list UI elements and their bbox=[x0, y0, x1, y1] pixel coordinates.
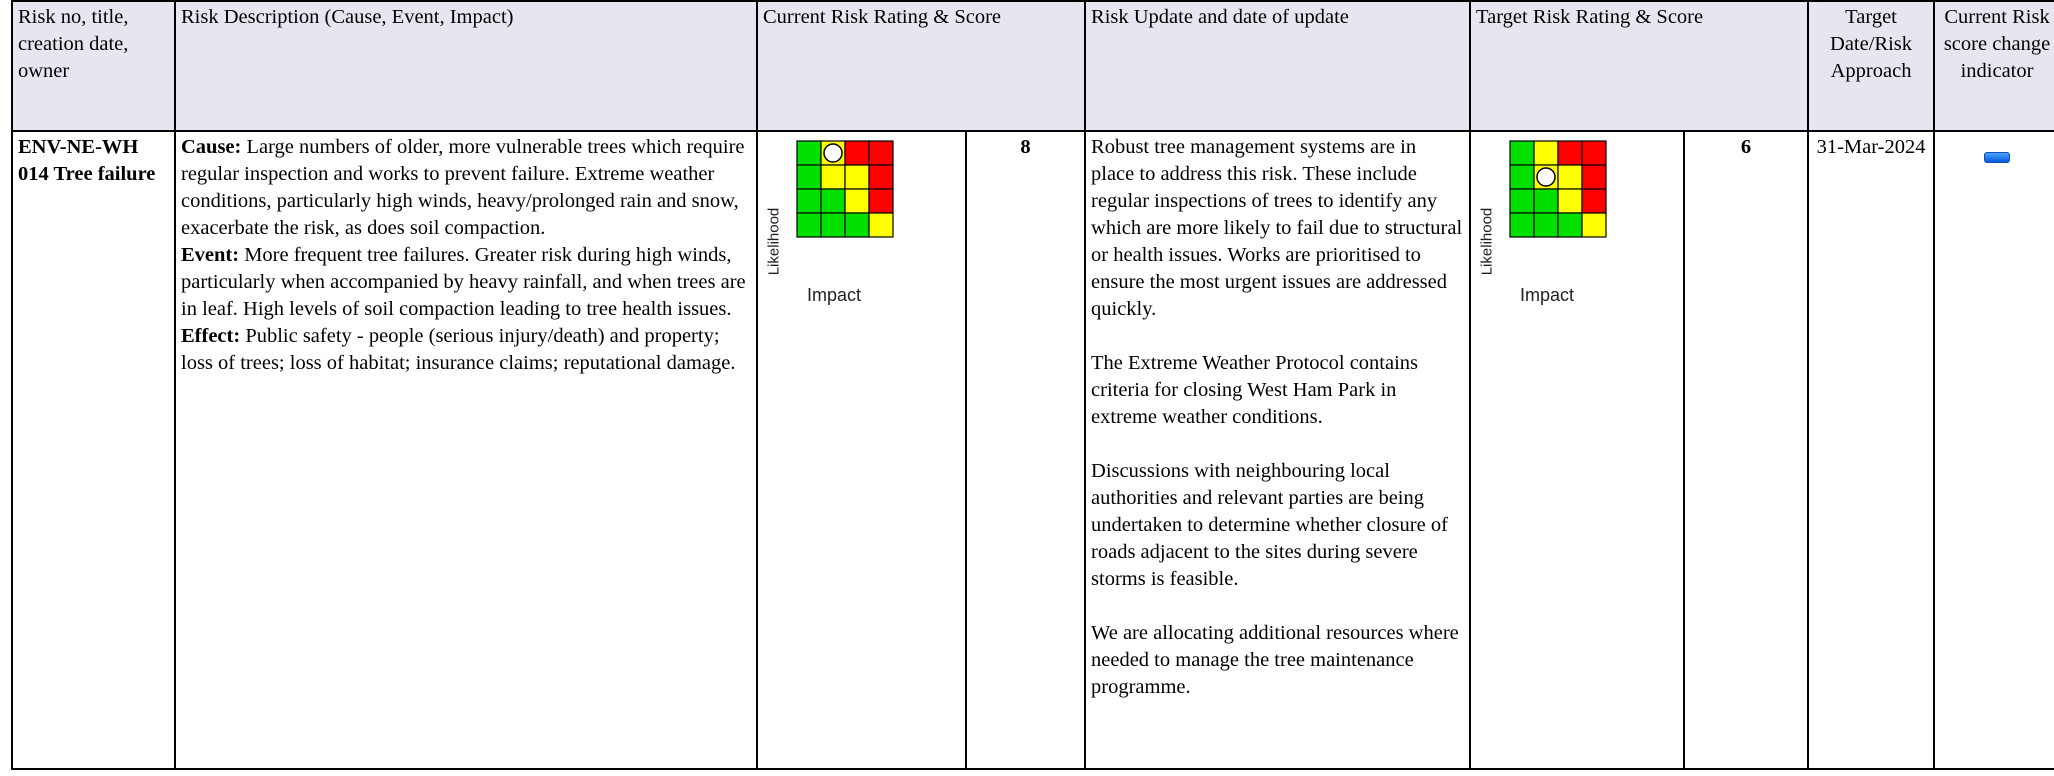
header-change-indicator: Current Risk score change indicator bbox=[1934, 1, 2054, 131]
cause-text: Large numbers of older, more vulnerable trees which require regular inspection and works to prevent failure. Extreme weather conditions, particularly high winds, heavy/prolonged rain and snow, exacerbate the risk, as does soil compaction. bbox=[181, 136, 745, 239]
target-date-cell: 31-Mar-2024 bbox=[1808, 131, 1934, 769]
matrix-cell bbox=[1558, 165, 1582, 189]
matrix-cell bbox=[821, 213, 845, 237]
event-text: More frequent tree failures. Greater risk during high winds, particularly when accompanied by heavy rainfall, and when trees are in leaf. High levels of soil compaction leading to tree health issues. bbox=[181, 244, 746, 320]
matrix-cell bbox=[1534, 213, 1558, 237]
matrix-cell bbox=[797, 189, 821, 213]
impact-axis-label: Impact bbox=[807, 285, 862, 305]
impact-axis-label: Impact bbox=[1520, 285, 1575, 305]
likelihood-axis-label: Likelihood bbox=[765, 207, 783, 276]
target-score: 6 bbox=[1684, 131, 1808, 769]
matrix-cell bbox=[1582, 141, 1606, 165]
matrix-cell bbox=[1582, 165, 1606, 189]
change-indicator-cell bbox=[1934, 131, 2054, 769]
header-risk-no: Risk no, title, creation date, owner bbox=[12, 1, 175, 131]
header-target-date: Target Date/Risk Approach bbox=[1808, 1, 1934, 131]
matrix-cell bbox=[821, 189, 845, 213]
matrix-cell bbox=[1534, 189, 1558, 213]
target-risk-matrix-cell bbox=[1470, 131, 1684, 769]
current-risk-matrix-cell bbox=[757, 131, 966, 769]
matrix-cell bbox=[1510, 213, 1534, 237]
update-paragraph-2: The Extreme Weather Protocol contains criteria for closing West Ham Park in extreme weather conditions. bbox=[1091, 352, 1419, 428]
matrix-cell bbox=[869, 213, 893, 237]
matrix-cell bbox=[1558, 213, 1582, 237]
matrix-cell bbox=[1510, 165, 1534, 189]
target-risk-matrix bbox=[1476, 134, 1678, 324]
matrix-cell bbox=[1582, 213, 1606, 237]
risk-position-marker bbox=[1537, 168, 1555, 186]
matrix-cell bbox=[1534, 141, 1558, 165]
effect-label: Effect: bbox=[181, 325, 241, 347]
update-paragraph-4: We are allocating additional resources where needed to manage the tree maintenance programme. bbox=[1091, 622, 1459, 698]
cause-label: Cause: bbox=[181, 136, 242, 158]
matrix-cell bbox=[845, 141, 869, 165]
update-paragraph-1: Robust tree management systems are in place to address this risk. These include regular inspections of trees to identify any which are more likely to fail due to structural or health issues. Works are prioritised to ensure the most urgent issues are addressed quickly. bbox=[1091, 136, 1463, 320]
current-risk-matrix bbox=[763, 134, 960, 324]
matrix-cell bbox=[845, 213, 869, 237]
effect-text: Public safety - people (serious injury/death) and property; loss of trees; loss of habitat; insurance claims; reputational damage. bbox=[181, 325, 736, 374]
header-current-rating: Current Risk Rating & Score bbox=[757, 1, 1085, 131]
header-description: Risk Description (Cause, Event, Impact) bbox=[175, 1, 757, 131]
current-score: 8 bbox=[966, 131, 1085, 769]
matrix-cell bbox=[797, 141, 821, 165]
matrix-cell bbox=[797, 165, 821, 189]
risk-register-table bbox=[11, 0, 2054, 770]
table-row bbox=[12, 131, 2054, 769]
event-label: Event: bbox=[181, 244, 240, 266]
likelihood-axis-label: Likelihood bbox=[1478, 207, 1496, 276]
matrix-cell bbox=[1558, 141, 1582, 165]
matrix-cell bbox=[869, 165, 893, 189]
risk-number-cell: ENV-NE-WH 014 Tree failure bbox=[12, 131, 175, 769]
header-target-rating: Target Risk Rating & Score bbox=[1470, 1, 1808, 131]
matrix-cell bbox=[797, 213, 821, 237]
matrix-cell bbox=[845, 165, 869, 189]
current-risk-heatmap bbox=[763, 134, 943, 284]
matrix-cell bbox=[1582, 189, 1606, 213]
matrix-cell bbox=[869, 141, 893, 165]
risk-description-cell bbox=[175, 131, 757, 769]
matrix-cell bbox=[869, 189, 893, 213]
header-update: Risk Update and date of update bbox=[1085, 1, 1470, 131]
matrix-cell bbox=[1510, 189, 1534, 213]
dash-indicator-icon bbox=[1984, 152, 2010, 163]
update-paragraph-3: Discussions with neighbouring local authorities and relevant parties are being undertaken to determine whether closure of roads adjacent to the sites during severe storms is feasible. bbox=[1091, 460, 1448, 590]
matrix-cell bbox=[845, 189, 869, 213]
matrix-cell bbox=[1558, 189, 1582, 213]
target-risk-heatmap bbox=[1476, 134, 1656, 284]
table-header-row bbox=[12, 1, 2054, 131]
matrix-cell bbox=[1510, 141, 1534, 165]
risk-position-marker bbox=[824, 144, 842, 162]
risk-update-cell bbox=[1085, 131, 1470, 769]
matrix-cell bbox=[821, 165, 845, 189]
